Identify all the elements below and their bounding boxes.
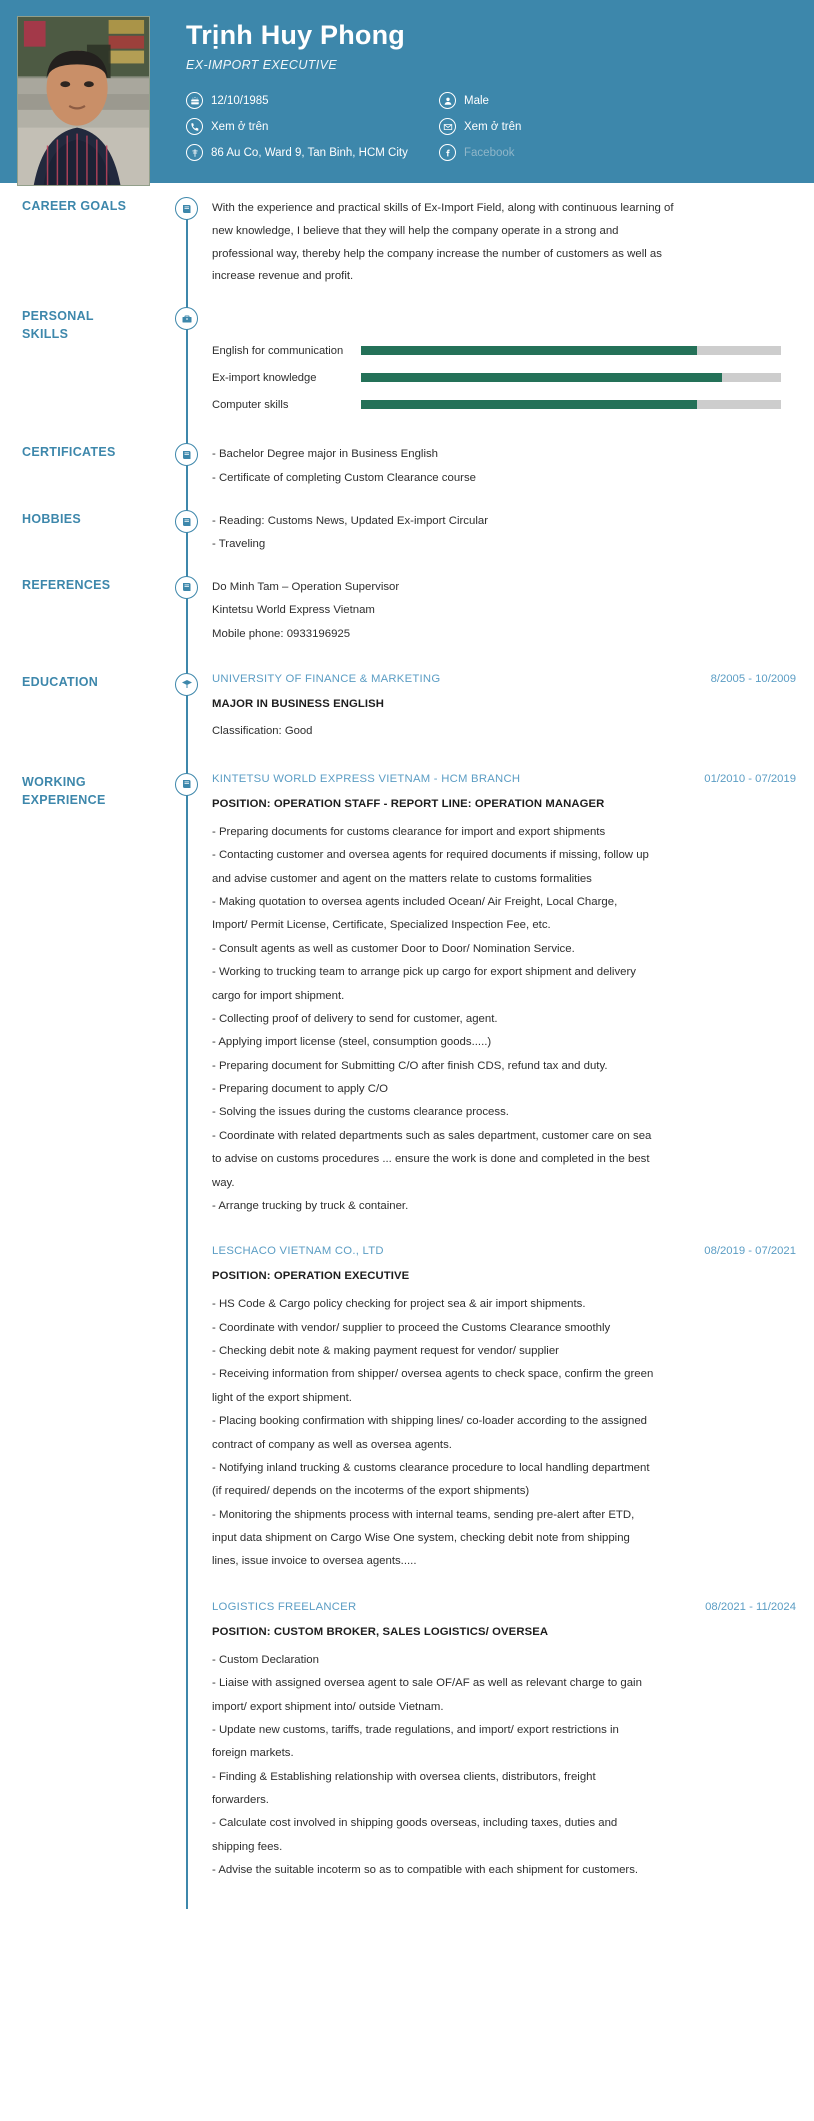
book-icon xyxy=(175,197,198,220)
section-marker xyxy=(186,443,212,490)
contact-value: 86 Au Co, Ward 9, Tan Binh, HCM City xyxy=(211,146,408,159)
duty-line: - Placing booking confirmation with shipping lines/ co-loader according to the assigned xyxy=(212,1415,647,1428)
duty-line: - Preparing documents for customs clearance for import and export shipments xyxy=(212,825,606,838)
duty-line: - Collecting proof of delivery to send for customer, agent. xyxy=(212,1012,498,1025)
duty-line: - Notifying inland trucking & customs clearance procedure to local handling department xyxy=(212,1461,650,1474)
contact-phone[interactable] xyxy=(186,118,439,135)
duty-line: - Arrange trucking by truck & container. xyxy=(212,1199,409,1212)
duty-line: forwarders. xyxy=(212,1794,269,1806)
skill-progress-fill xyxy=(361,346,697,355)
entry-position: POSITION: OPERATION EXECUTIVE xyxy=(212,1270,410,1283)
resume-header xyxy=(0,0,814,183)
duty-line: - Preparing document to apply C/O xyxy=(212,1083,389,1095)
facebook-icon xyxy=(439,144,456,161)
entry-duties xyxy=(212,1649,796,1883)
skill-label: Computer skills xyxy=(212,398,289,411)
duty-line: - Preparing document for Submitting C/O after finish CDS, refund tax and duty. xyxy=(212,1059,608,1072)
section-hobbies xyxy=(0,510,814,557)
contact-value: Xem ở trên xyxy=(464,120,522,133)
duty-line: light of the export shipment. xyxy=(212,1391,352,1404)
entry-header xyxy=(212,773,796,785)
duty-line: - HS Code & Cargo policy checking for project sea & air import shipments. xyxy=(212,1298,586,1311)
book-icon xyxy=(175,443,198,466)
duty-line: - Contacting customer and oversea agents for required documents if missing, follow up xyxy=(212,849,649,862)
section-marker xyxy=(186,673,212,737)
duty-line: to advise on customs procedures ... ensure the work is done and completed in the best xyxy=(212,1153,650,1166)
section-content xyxy=(212,510,814,557)
skill-progress-track xyxy=(361,400,781,409)
duty-line: - Update new customs, tariffs, trade regulations, and import/ export restrictions in xyxy=(212,1723,619,1736)
education-entry xyxy=(212,673,796,737)
list-item: - Bachelor Degree major in Business English xyxy=(212,448,439,461)
section-certificates xyxy=(0,443,814,490)
skill-progress-track xyxy=(361,373,781,382)
duty-line: input data shipment on Cargo Wise One system, checking debit note from shipping xyxy=(212,1532,630,1544)
section-label: EDUCATION xyxy=(22,674,99,689)
phone-icon xyxy=(186,118,203,135)
career-goal-line: professional way, thereby help the company increase the number of customers as well as xyxy=(212,247,662,260)
duty-line: - Working to trucking team to arrange pick up cargo for export shipment and delivery xyxy=(212,966,636,979)
book-icon xyxy=(175,510,198,533)
entry-organization: LESCHACO VIETNAM CO., LTD xyxy=(212,1245,384,1258)
list-item: - Traveling xyxy=(212,538,266,551)
duty-line: - Checking debit note & making payment request for vendor/ supplier xyxy=(212,1345,559,1357)
contact-birthday xyxy=(186,92,439,109)
duty-line: cargo for import shipment. xyxy=(212,989,345,1002)
skill-label: English for communication xyxy=(212,344,344,357)
section-working-experience xyxy=(0,773,814,1883)
skill-progress-fill xyxy=(361,373,722,382)
map-marker-icon xyxy=(186,144,203,161)
entry-date: 08/2021 - 11/2024 xyxy=(705,1600,796,1613)
section-label: PERSONAL SKILLS xyxy=(22,309,94,342)
contact-list xyxy=(186,92,814,161)
section-marker xyxy=(186,773,212,1883)
section-label: HOBBIES xyxy=(22,512,82,526)
envelope-icon xyxy=(439,118,456,135)
book-icon xyxy=(175,576,198,599)
duty-line: - Advise the suitable incoterm so as to compatible with each shipment for customers. xyxy=(212,1864,639,1877)
skill-progress-fill xyxy=(361,400,697,409)
entry-position: POSITION: OPERATION STAFF - REPORT LINE: OPERATION MANAGER xyxy=(212,797,605,810)
entry-header xyxy=(212,1601,796,1613)
section-label: REFERENCES xyxy=(22,577,111,592)
section-label: CERTIFICATES xyxy=(22,445,116,460)
entry-date: 08/2019 - 07/2021 xyxy=(704,1245,796,1258)
duty-line: - Coordinate with vendor/ supplier to proceed the Customs Clearance smoothly xyxy=(212,1321,611,1334)
duty-line: - Solving the issues during the customs clearance process. xyxy=(212,1106,509,1119)
duty-line: foreign markets. xyxy=(212,1747,294,1760)
profile-photo xyxy=(17,16,150,186)
duty-line: - Custom Declaration xyxy=(212,1653,319,1666)
duty-line: - Making quotation to oversea agents included Ocean/ Air Freight, Local Charge, xyxy=(212,896,618,908)
skill-row xyxy=(212,391,796,418)
entry-position: POSITION: CUSTOM BROKER, SALES LOGISTICS/ OVERSEA xyxy=(212,1625,549,1638)
entry-header xyxy=(212,673,796,685)
list-item: Kintetsu World Express Vietnam xyxy=(212,604,375,617)
section-marker xyxy=(186,576,212,646)
contact-value: Facebook xyxy=(464,146,515,159)
section-marker xyxy=(186,197,212,288)
section-content xyxy=(212,576,814,646)
resume-body xyxy=(0,197,814,1909)
duty-line: - Calculate cost involved in shipping goods overseas, including taxes, duties and xyxy=(212,1817,618,1830)
section-education xyxy=(0,673,814,737)
section-marker xyxy=(186,307,212,418)
duty-line: Import/ Permit License, Certificate, Specialized Inspection Fee, etc. xyxy=(212,919,551,932)
page-title: Trịnh Huy Phong xyxy=(186,20,405,50)
skill-progress-track xyxy=(361,346,781,355)
section-content xyxy=(212,673,814,737)
entry-date: 01/2010 - 07/2019 xyxy=(704,772,796,785)
entry-organization: UNIVERSITY OF FINANCE & MARKETING xyxy=(212,672,441,685)
job-title: EX-IMPORT EXECUTIVE xyxy=(186,58,338,73)
birthday-cake-icon xyxy=(186,92,203,109)
book-icon xyxy=(175,773,198,796)
list-item: Do Minh Tam – Operation Supervisor xyxy=(212,580,400,593)
entry-subtitle: Classification: Good xyxy=(212,724,313,737)
briefcase-icon xyxy=(175,307,198,330)
graduation-cap-icon xyxy=(175,673,198,696)
duty-line: (if required/ depends on the incoterms of the export shipments) xyxy=(212,1485,530,1498)
duty-line: - Monitoring the shipments process with internal teams, sending pre-alert after ETD, xyxy=(212,1508,635,1521)
duty-line: import/ export shipment into/ outside Vietnam. xyxy=(212,1700,444,1713)
job-entry xyxy=(212,1245,796,1574)
duty-line: lines, issue invoice to oversea agents..... xyxy=(212,1555,417,1568)
duty-line: contract of company as well as oversea agents. xyxy=(212,1438,452,1451)
section-personal-skills xyxy=(0,307,814,418)
duty-line: - Coordinate with related departments such as sales department, customer care on sea xyxy=(212,1129,652,1142)
entry-position: MAJOR IN BUSINESS ENGLISH xyxy=(212,697,384,710)
job-entry xyxy=(212,773,796,1218)
career-goal-line: increase revenue and profit. xyxy=(212,270,354,283)
section-content xyxy=(212,773,814,1883)
career-goal-line: new knowledge, I believe that they will help the company operate in a strong and xyxy=(212,224,619,237)
contact-value: Male xyxy=(464,94,489,107)
skill-row xyxy=(212,364,796,391)
duty-line: - Applying import license (steel, consumption goods.....) xyxy=(212,1036,492,1049)
duty-line: way. xyxy=(212,1176,235,1189)
list-item: Mobile phone: 0933196925 xyxy=(212,627,351,640)
entry-date: 8/2005 - 10/2009 xyxy=(710,672,796,685)
contact-facebook[interactable] xyxy=(439,144,814,161)
entry-duties xyxy=(212,1293,796,1574)
career-goal-line: With the experience and practical skills of Ex-Import Field, along with continuous learning of xyxy=(212,202,674,214)
section-label: WORKING EXPERIENCE xyxy=(22,774,106,807)
entry-organization: KINTETSU WORLD EXPRESS VIETNAM - HCM BRANCH xyxy=(212,772,521,785)
section-references xyxy=(0,576,814,646)
contact-email[interactable] xyxy=(439,118,814,135)
skill-row xyxy=(212,337,796,364)
duty-line: - Finding & Establishing relationship with oversea clients, distributors, freight xyxy=(212,1770,596,1783)
list-item: - Reading: Customs News, Updated Ex-import Circular xyxy=(212,515,489,527)
duty-line: shipping fees. xyxy=(212,1840,283,1853)
section-content xyxy=(212,197,814,288)
section-marker xyxy=(186,510,212,557)
section-career-goals xyxy=(0,197,814,288)
section-label: CAREER GOALS xyxy=(22,199,127,213)
entry-duties xyxy=(212,821,796,1218)
skills-list xyxy=(212,337,814,418)
user-icon xyxy=(439,92,456,109)
contact-value: Xem ở trên xyxy=(211,120,269,133)
entry-header xyxy=(212,1245,796,1257)
skill-label: Ex-import knowledge xyxy=(212,371,317,384)
duty-line: and advise customer and agent on the matters relate to customs formalities xyxy=(212,872,592,885)
duty-line: - Consult agents as well as customer Door to Door/ Nomination Service. xyxy=(212,942,575,955)
duty-line: - Receiving information from shipper/ oversea agents to check space, confirm the green xyxy=(212,1368,654,1381)
entry-organization: LOGISTICS FREELANCER xyxy=(212,1600,357,1613)
contact-value: 12/10/1985 xyxy=(211,94,269,107)
job-entry xyxy=(212,1601,796,1883)
section-content xyxy=(212,443,814,490)
contact-address xyxy=(186,144,439,161)
duty-line: - Liaise with assigned oversea agent to sale OF/AF as well as relevant charge to gain xyxy=(212,1677,642,1690)
contact-gender xyxy=(439,92,814,109)
list-item: - Certificate of completing Custom Clearance course xyxy=(212,471,476,484)
